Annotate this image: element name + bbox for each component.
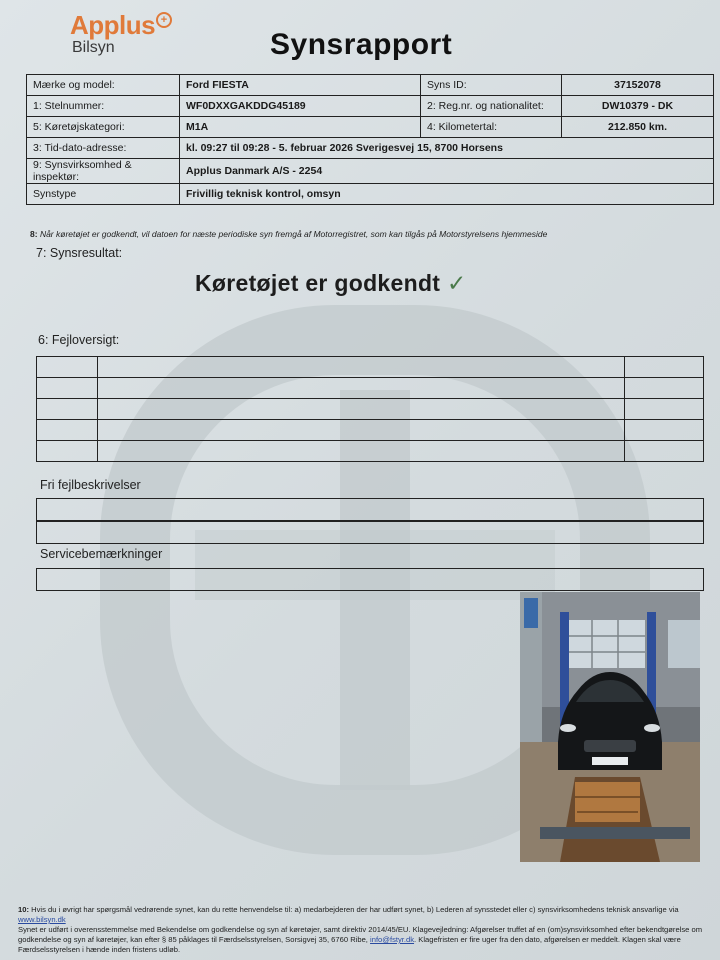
table-row [37,399,704,420]
logo-brand: Applus [70,10,156,40]
faults-table [36,356,704,462]
id-value: 37152078 [562,75,714,96]
inspector-label: 9: Synsvirksomhed & inspektør: [27,159,180,184]
result-text-wrap [195,270,467,297]
footer-text-1: Hvis du i øvrigt har spørgsmål vedrørende synet, kan du rette henvendelse til: a) medarbejderen der har udført synet, b) Lederen af synsstedet eller c) synsvirksomhedens teknisk ansvarlige via [31,905,679,914]
vin-label: 1: Stelnummer: [27,96,180,117]
note-number: 8: [30,229,38,239]
applus-logo [70,10,168,57]
vehicle-photo [520,592,700,862]
type-value: Frivillig teknisk kontrol, omsyn [180,184,714,205]
result-label: 7: Synsresultat: [36,246,123,260]
make-label: Mærke og model: [27,75,180,96]
free-description-row-2 [36,521,704,544]
free-description-label: Fri fejlbeskrivelser [40,478,141,492]
table-row [27,117,714,138]
time-label: 3: Tid-dato-adresse: [27,138,180,159]
time-value: kl. 09:27 til 09:28 - 5. februar 2026 Sverigesvej 15, 8700 Horsens [180,138,714,159]
table-row [37,441,704,462]
inspector-value: Applus Danmark A/S - 2254 [180,159,714,184]
table-row [27,96,714,117]
page-title: Synsrapport [270,28,453,61]
bilsyn-link[interactable]: www.bilsyn.dk [18,915,66,924]
reg-label: 2: Reg.nr. og nationalitet: [421,96,562,117]
table-row [27,75,714,96]
footer-text-3: . Klagefristen er fire uger fra den dato, afgørelsen er meddelt. Klagen skal være Færdselsstyrelsen i hænde inden fristens udløb. [18,935,681,954]
type-label: Synstype [27,184,180,205]
free-description-row-1 [36,498,704,521]
footer-paragraph-2 [18,925,708,955]
logo-sub: Bilsyn [72,39,115,56]
footer-number: 10: [18,905,29,914]
category-value: M1A [180,117,421,138]
vehicle-info-table [26,74,714,205]
make-value: Ford FIESTA [180,75,421,96]
fstyr-email-link[interactable]: info@fstyr.dk [370,935,415,944]
plus-icon: + [156,12,172,28]
footer-text [18,905,708,955]
vin-value: WF0DXXGAKDDG45189 [180,96,421,117]
reg-value: DW10379 - DK [562,96,714,117]
id-label: Syns ID: [421,75,562,96]
service-notes-box [36,568,704,591]
note-text: Når køretøjet er godkendt, vil datoen for næste periodiske syn fremgå af Motorregistret, som kan tilgås på Motorstyrelsens hjemmeside [39,229,548,239]
table-row [37,420,704,441]
table-row [37,378,704,399]
footer-text-2: Synet er udført i overensstemmelse med Bekendelse om godkendelse og syn af køretøjer, samt direktiv 2014/45/EU. Klagevejledning: Afgørelser truffet af en (om)synsvirksomhed efter bekendtgørelse om godkendelse og syn af køretøjer, kan efter § 85 påklages til Færdselsstyrelsen, Sorsigvej 35, 6760 Ribe, [18,925,703,944]
note-8 [30,229,547,239]
result-text: Køretøjet er godkendt [195,270,441,296]
km-value: 212.850 km. [562,117,714,138]
faults-label: 6: Fejloversigt: [38,333,120,347]
km-label: 4: Kilometertal: [421,117,562,138]
table-row [37,357,704,378]
category-label: 5: Køretøjskategori: [27,117,180,138]
table-row [27,159,714,184]
service-label: Servicebemærkninger [40,547,163,561]
check-icon: ✓ [446,270,467,296]
footer-paragraph-1 [18,905,708,925]
table-row [27,184,714,205]
table-row [27,138,714,159]
